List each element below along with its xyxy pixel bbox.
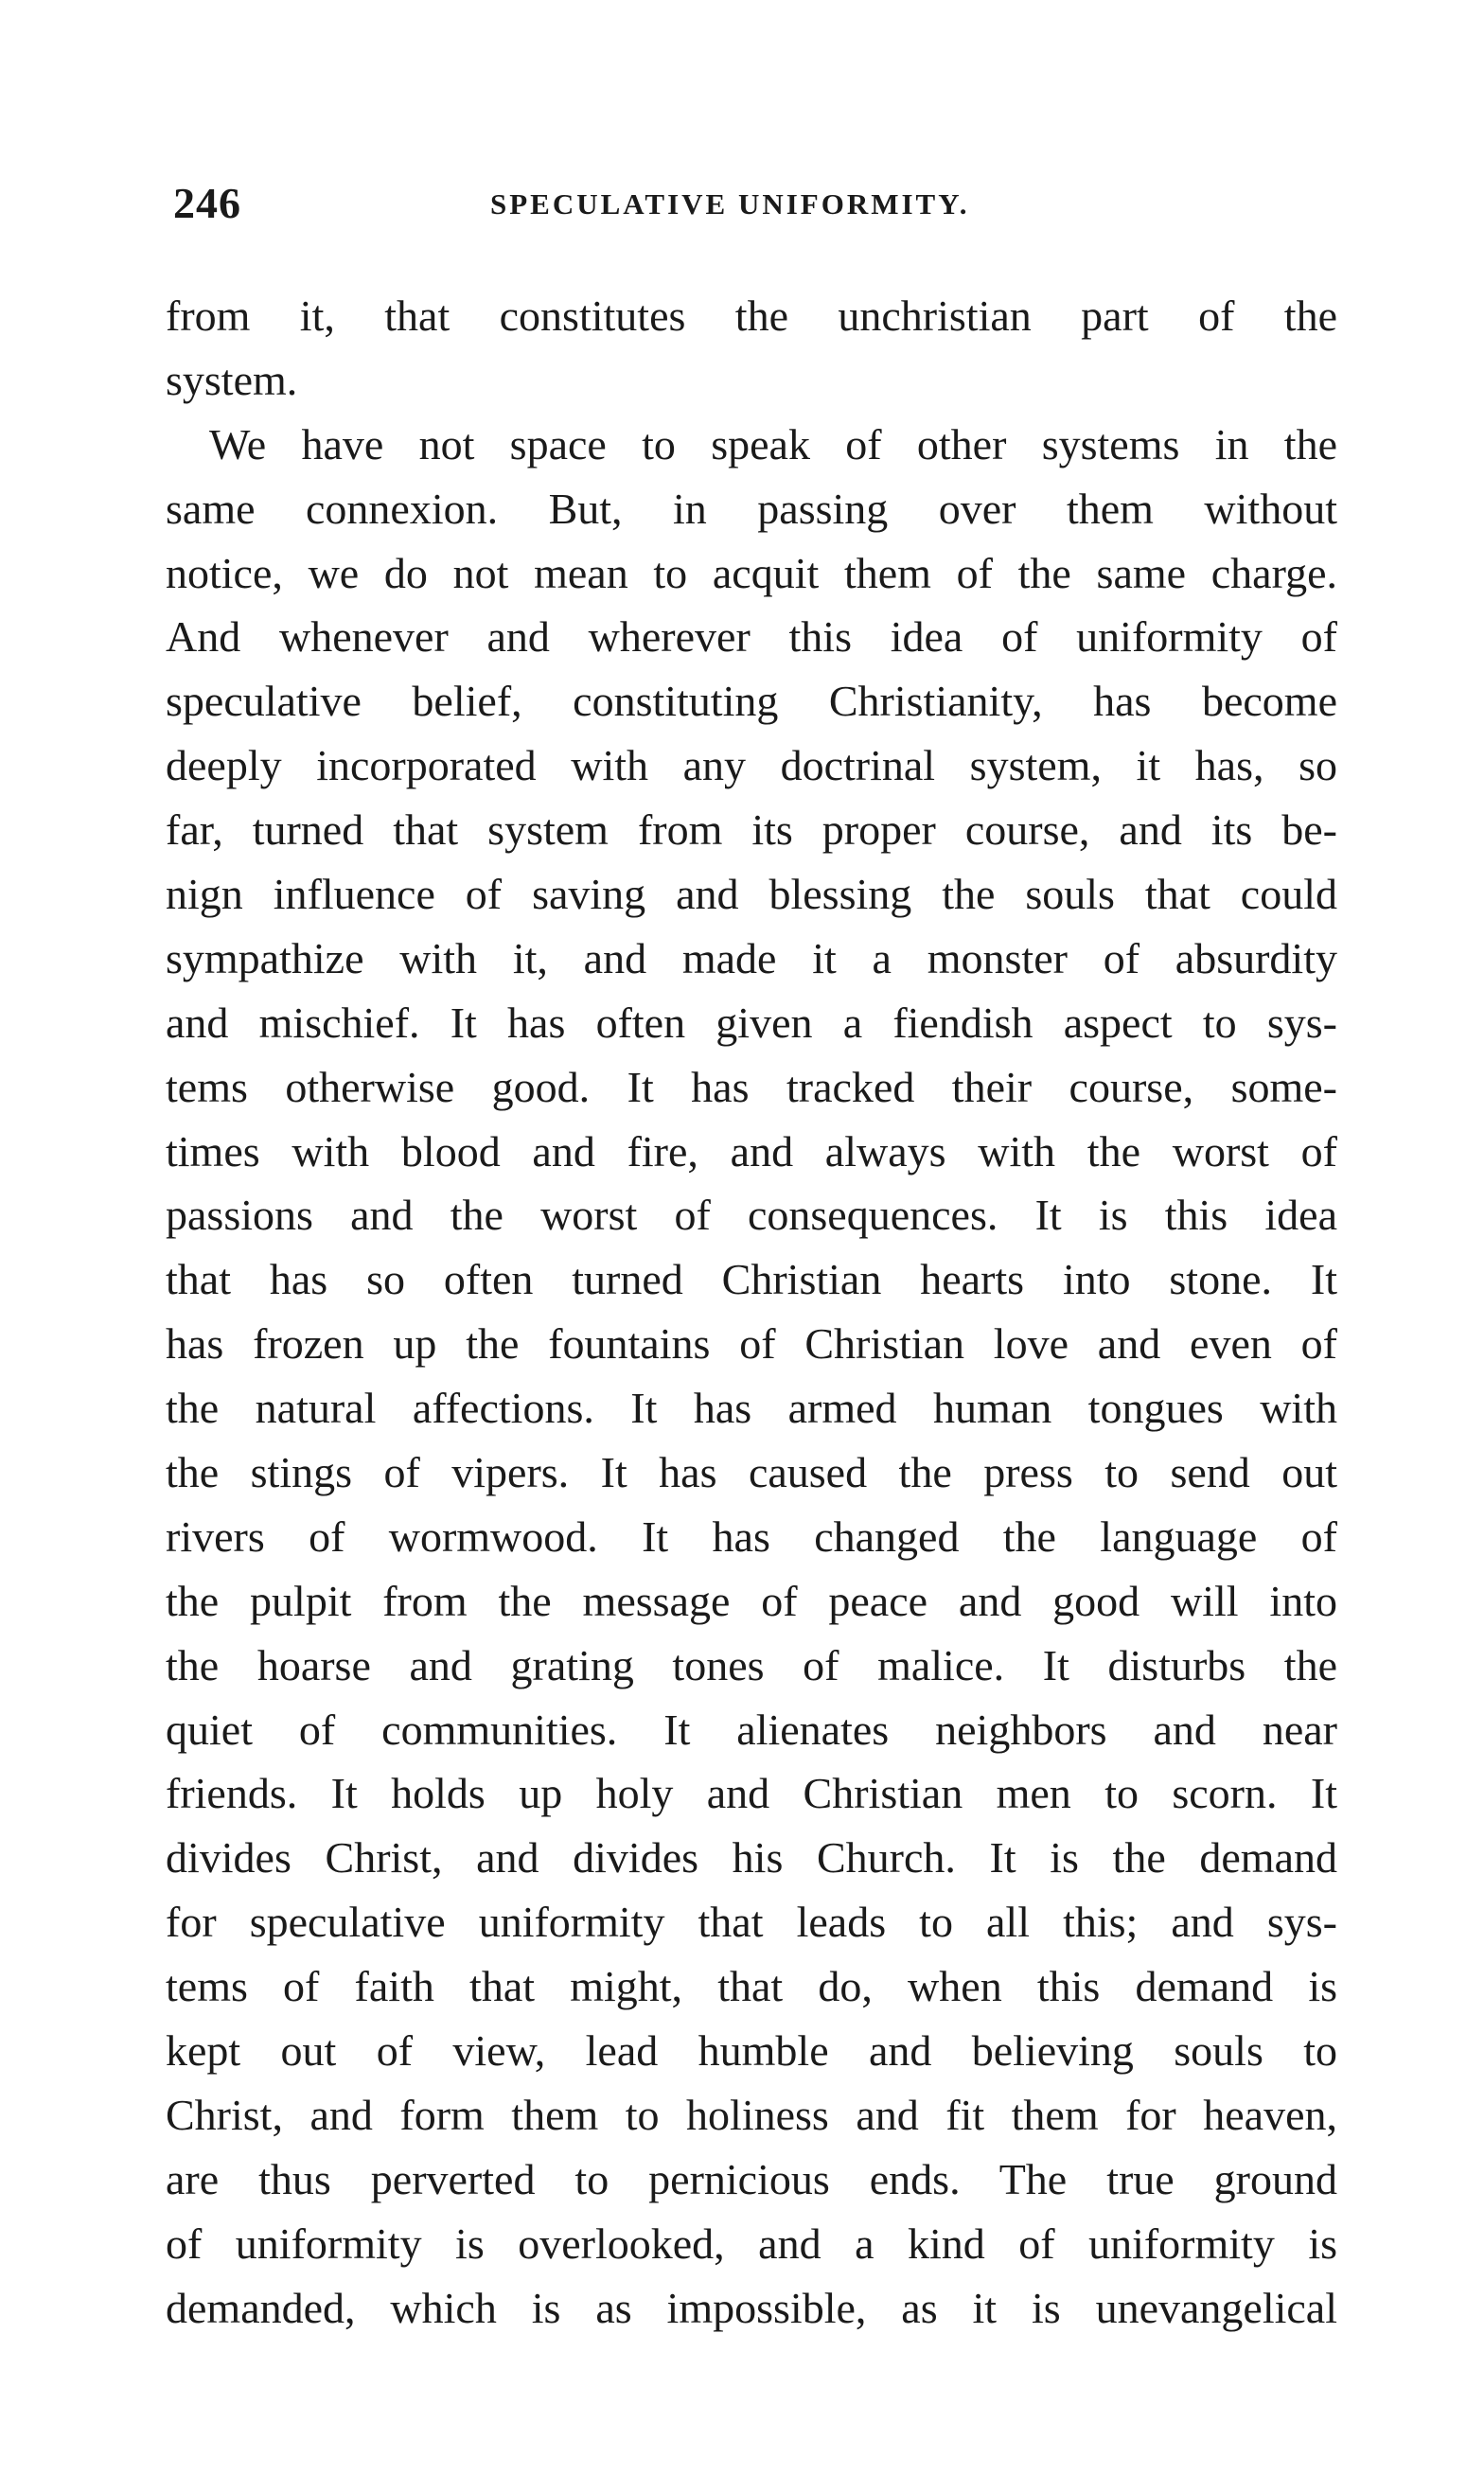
text-line: the hoarse and grating tones of malice. It disturbs the bbox=[166, 1640, 1337, 1689]
text-line: system. bbox=[166, 355, 298, 404]
text-line: sympathize with it, and made it a monster of absurdity bbox=[166, 933, 1337, 982]
running-title: SPECULATIVE UNIFORMITY. bbox=[490, 187, 970, 221]
text-line: the natural affections. It has armed human tongues with bbox=[166, 1384, 1337, 1433]
text-line: for speculative uniformity that leads to all this; and sys- bbox=[166, 1898, 1337, 1947]
text-line: demanded, which is as impossible, as it is unevangelical bbox=[166, 2283, 1337, 2332]
running-header bbox=[173, 178, 1328, 235]
text-line: of uniformity is overlooked, and a kind of uniformity is bbox=[166, 2219, 1337, 2268]
text-line: rivers of wormwood. It has changed the language of bbox=[166, 1512, 1337, 1561]
text-line: kept out of view, lead humble and believing souls to bbox=[166, 2026, 1337, 2076]
text-line: far, turned that system from its proper course, and its be- bbox=[166, 805, 1337, 855]
page-number: 246 bbox=[173, 179, 241, 227]
text-line: divides Christ, and divides his Church. It is the demand bbox=[166, 1833, 1337, 1883]
text-line: speculative belief, constituting Christianity, has become bbox=[166, 677, 1337, 726]
text-line: friends. It holds up holy and Christian men to scorn. It bbox=[166, 1769, 1337, 1818]
text-line: from it, that constitutes the unchristian part of the bbox=[166, 292, 1337, 340]
text-line: And whenever and wherever this idea of uniformity of bbox=[166, 612, 1337, 662]
text-line: passions and the worst of consequences. It is this idea bbox=[166, 1191, 1337, 1240]
body-text bbox=[166, 284, 1337, 2341]
text-line: tems otherwise good. It has tracked their course, some- bbox=[166, 1062, 1337, 1111]
text-line: We have not space to speak of other systems in the bbox=[209, 419, 1337, 468]
text-line: tems of faith that might, that do, when this demand is bbox=[166, 1962, 1337, 2011]
text-line: nign influence of saving and blessing the souls that could bbox=[166, 870, 1337, 919]
text-line: has frozen up the fountains of Christian love and even of bbox=[166, 1319, 1337, 1369]
text-line: are thus perverted to pernicious ends. The true ground bbox=[166, 2154, 1337, 2203]
text-line: and mischief. It has often given a fiendish aspect to sys- bbox=[166, 998, 1337, 1047]
text-line: that has so often turned Christian hearts into stone. It bbox=[166, 1255, 1337, 1304]
text-line: deeply incorporated with any doctrinal system, it has, so bbox=[166, 741, 1337, 790]
text-line: times with blood and fire, and always with the worst of bbox=[166, 1126, 1337, 1176]
text-line: the stings of vipers. It has caused the press to send out bbox=[166, 1448, 1337, 1497]
text-line: same connexion. But, in passing over them without bbox=[166, 484, 1337, 533]
text-line: quiet of communities. It alienates neighbors and near bbox=[166, 1705, 1337, 1754]
text-line: the pulpit from the message of peace and good will into bbox=[166, 1576, 1337, 1625]
text-line: notice, we do not mean to acquit them of the same charge. bbox=[166, 548, 1337, 597]
text-line: Christ, and form them to holiness and fit them for heaven, bbox=[166, 2090, 1337, 2139]
